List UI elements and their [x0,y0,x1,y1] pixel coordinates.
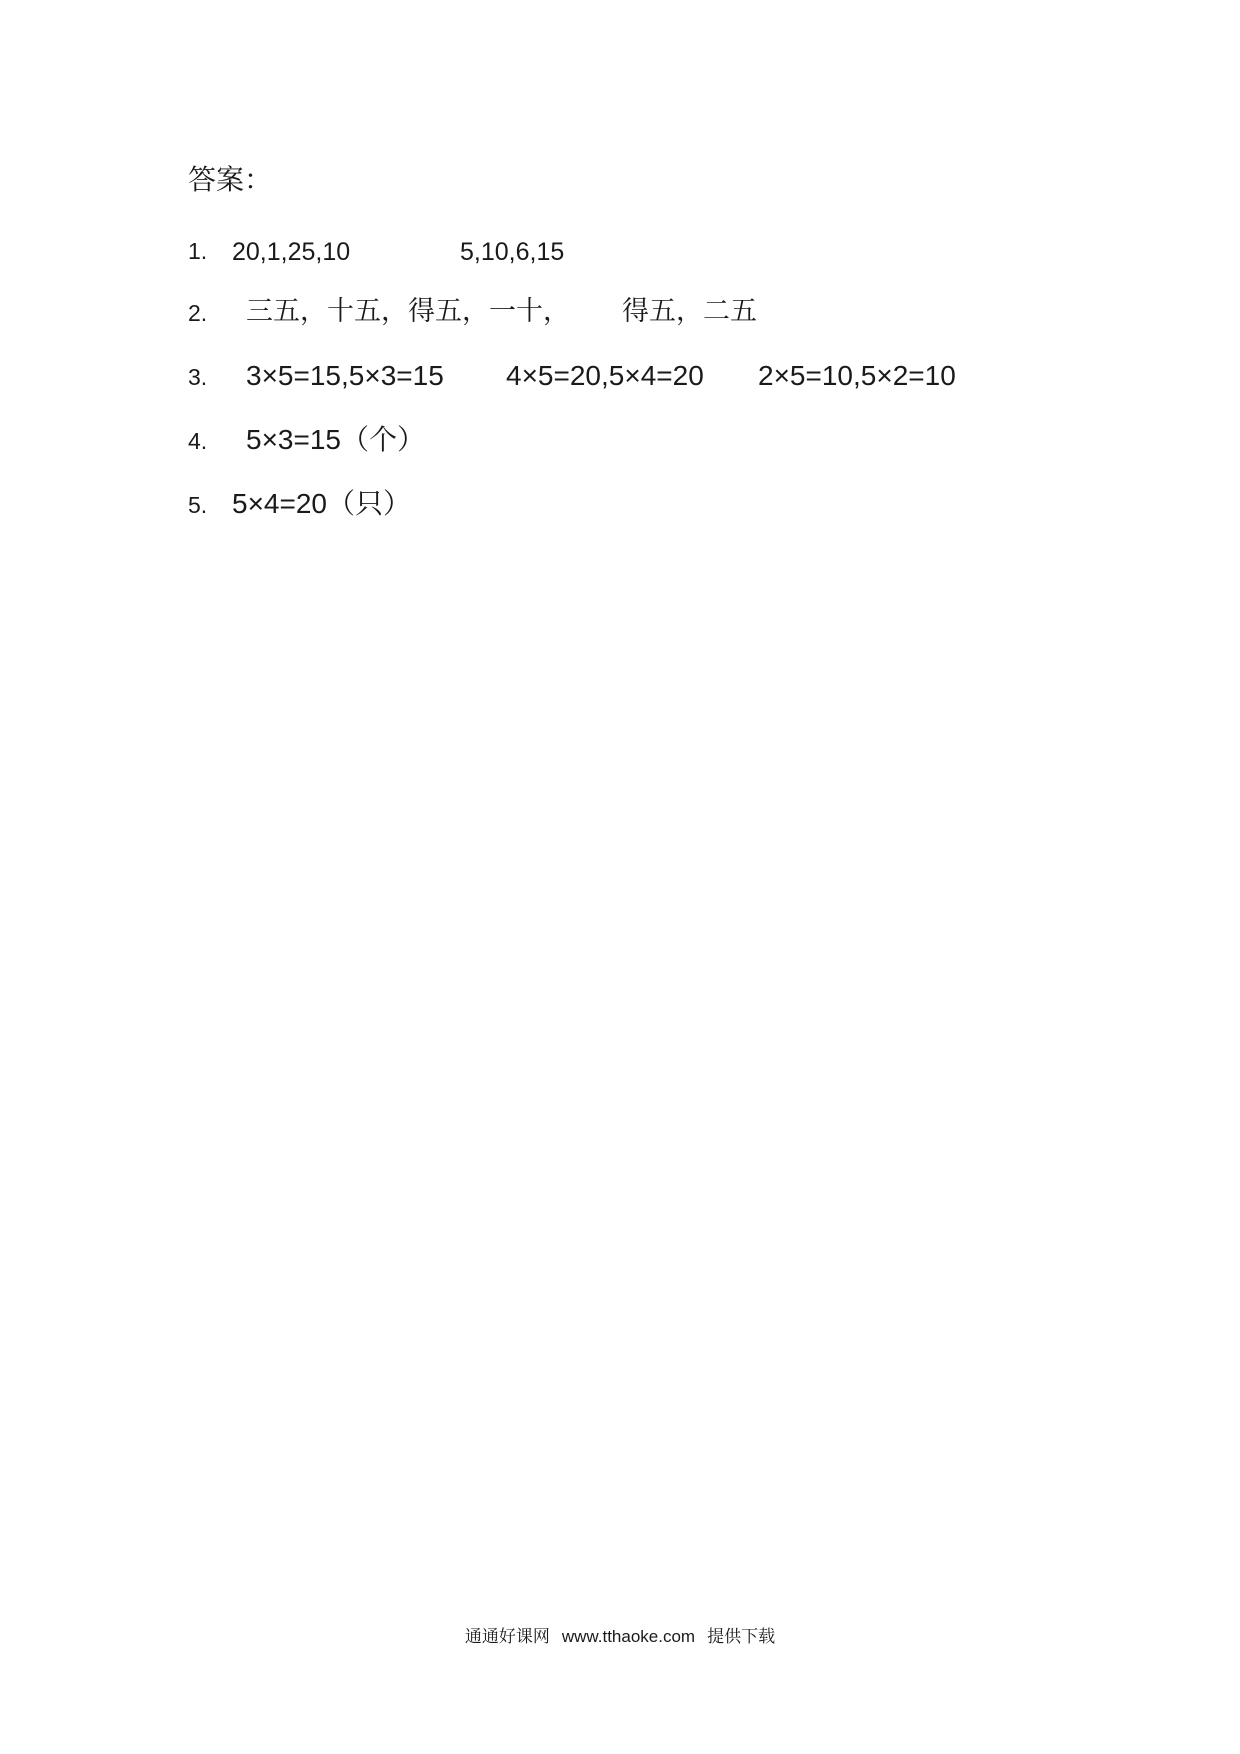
footer-site-name: 通通好课网 [464,1627,550,1647]
answer-number: 1. [188,238,208,264]
footer-suffix: 提供下载 [707,1627,776,1647]
answer-number: 5. [188,492,208,518]
page-footer [0,1625,1240,1649]
answer-item-2 [188,294,1188,334]
answer-item-1 [188,232,1188,272]
answer-item-5 [188,486,1188,526]
answer-part: 三五，十五，得五，一十， [246,296,570,327]
answer-item-4 [188,422,1188,462]
answer-part: 4×5=20,5×4=20 [506,360,704,391]
answer-part: 5,10,6,15 [460,238,565,266]
answer-part: 20,1,25,10 [232,238,351,266]
answer-part: 得五，二五 [622,296,757,327]
answer-number: 3. [188,364,208,390]
answer-part: 5×3=15（个） [246,424,425,455]
answer-part: 5×4=20（只） [232,488,411,519]
answer-heading: 答案： [188,163,273,196]
answer-number: 4. [188,428,208,454]
answer-number: 2. [188,300,208,326]
footer-url[interactable]: www.tthaoke.com [561,1627,696,1646]
answer-part: 2×5=10,5×2=10 [758,360,956,391]
answer-part: 3×5=15,5×3=15 [246,360,444,391]
answer-item-3 [188,358,1188,398]
